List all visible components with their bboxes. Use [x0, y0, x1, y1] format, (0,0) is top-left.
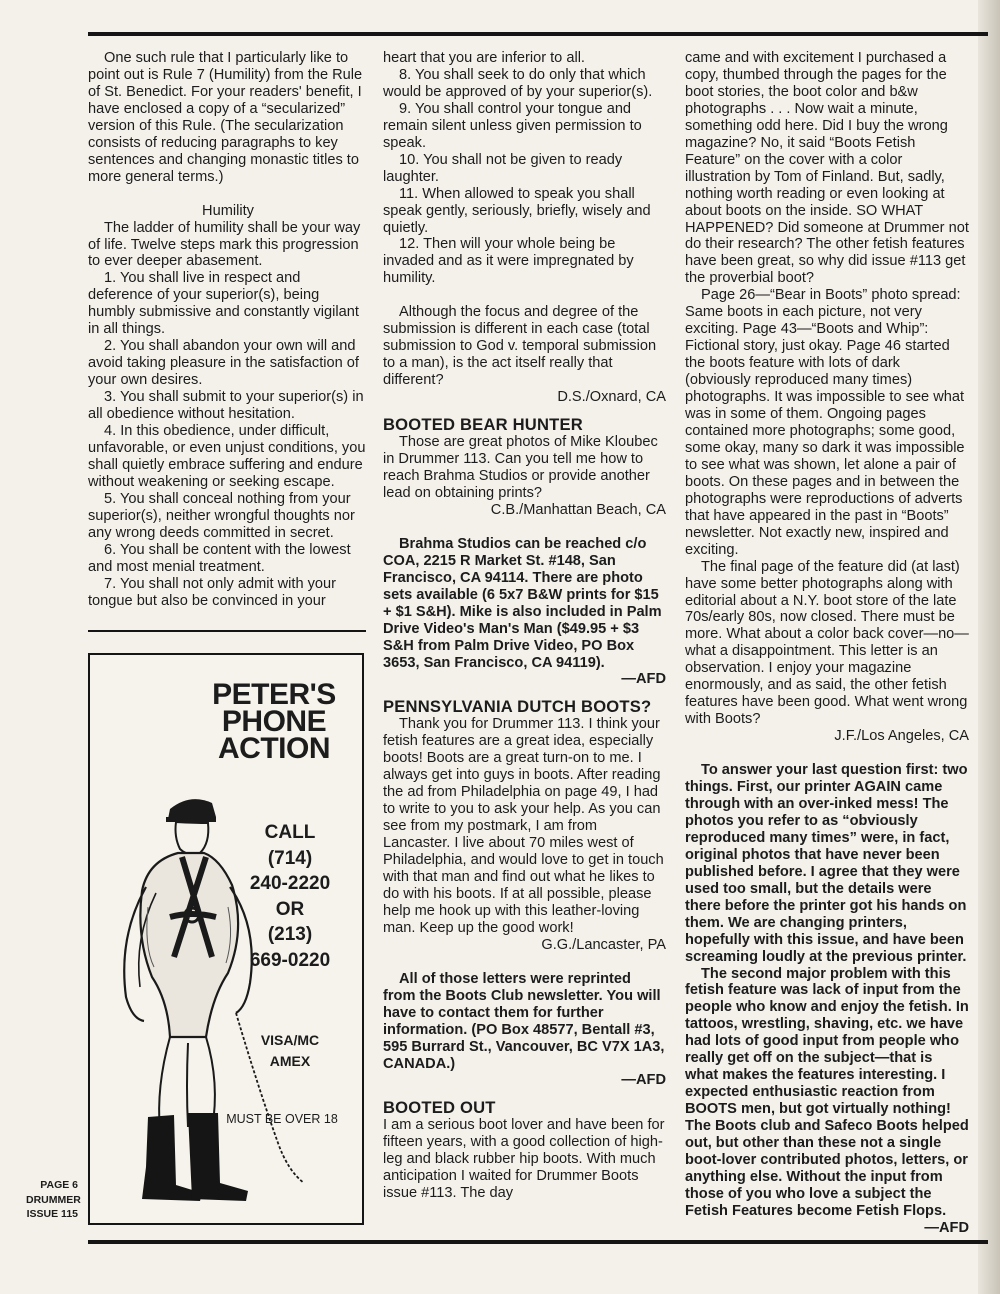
letter-body: The final page of the feature did (at last) have some better photographs along with editorial about a N.Y. boot store of the late 70s/early 80s, now closed. There must be more. What about a color back cover—no—what a disappointment. This letter is an observation. I enjoy your magazine enormously, and as said, the other fetish features have been good. What went wrong with Boots?: [685, 558, 969, 728]
rule-item: 8. You shall seek to do only that which would be approved of by your superior(s).: [383, 66, 653, 100]
letter-body: Those are great photos of Mike Kloubec in Drummer 113. Can you tell me how to reach Brahma Studios or provide another lead on obtaining prints?: [383, 434, 658, 501]
humility-title: Humility: [202, 202, 254, 219]
rule-continuation: heart that you are inferior to all.: [383, 50, 585, 66]
rule-item: 3. You shall submit to your superior(s) in all obedience without hesitation.: [88, 389, 364, 423]
editor-reply: The second major problem with this fetish feature was lack of input from the people who know and enjoy the fetish. In tattoos, wrestling, shaving, etc. we have had lots of good input from people who really get off on the subject—that is what makes the features interesting. I expected enthusiastic reaction from BOOTS men, but got virtually nothing! The Boots club and Safeco Boots helped out, but other than these not a single boot-lover contributed photos, letters, or anything else. Without the input from those of you who love a subject the Fetish Features become Fetish Flops.: [685, 965, 969, 1219]
signature: C.B./Manhattan Beach, CA: [490, 501, 666, 518]
letter-paragraph: One such rule that I particularly like to point out is Rule 7 (Humility) from the Rule of St. Benedict. For your readers' benefit, I have enclosed a copy of a “secularized” version of this Rule. (The secularization consists of reducing paragraphs to key sentences and changing monastic titles to more general terms.): [88, 50, 363, 185]
letter-body: came and with excitement I purchased a copy, thumbed through the pages for the boot stories, the boot color and b&w photographs . . . Now wait a minute, something odd here. Did I buy the wrong magazine? No, it said “Boots Fetish Feature” on the cover with a color illustration by Tom of Finland. But, sadly, nothing worth reading or even looking at about boots on the inside. SO WHAT HAPPENED? Did someone at Drummer not do their research? The other fetish features have been great, so why did issue #113 get the proverbial boot?: [685, 50, 969, 287]
letter-body: I am a serious boot lover and have been for fifteen years, with a good collection of high-leg and black rubber hip boots. With much anticipation I waited for Drummer Boots issue #113. The day: [383, 1117, 665, 1202]
humility-intro: The ladder of humility shall be your way of life. Twelve steps mark this progression to ever deeper abasement.: [88, 219, 361, 270]
phone-ad: [88, 653, 364, 1225]
column-1: [88, 50, 368, 610]
rule-item: 9. You shall control your tongue and remain silent unless given permission to speak.: [383, 100, 642, 151]
rule-item: 5. You shall conceal nothing from your superior(s), neither wrongful thoughts nor any wrong deeds committed in secret.: [88, 490, 355, 541]
editor-reply: All of those letters were reprinted from the Boots Club newsletter. You will have to contact them for further information. (PO Box 48577, Bentall #3, 595 Burrard St., Vancouver, BC V7X 1A3, CANADA.): [383, 970, 665, 1072]
letter-body: Thank you for Drummer 113. I think your fetish features are a great idea, especially boots! Boots are a great turn-on to me. I always get into guys in boots. After reading the ad from Philadelphia on page 49, I had to write to you to ask your help. As you can see from my postmark, I am from Lancaster. I live about 70 miles west of Philadelphia, and would love to get in touch with that man and find out what he likes to do with his boots. If at all possible, please help me hook up with this leather-loving man. Keep up the good work!: [383, 716, 664, 936]
bottom-rule: [88, 1240, 988, 1244]
editor-reply: Brahma Studios can be reached c/o COA, 2215 R Market St. #148, San Francisco, CA 94114. There are photo sets available (6 5x7 B&W prints for $15 + $1 S&H). Mike is also included in Palm Drive Video's Man's Man ($49.95 + $3 S&H from Palm Drive Video, PO Box 3653, San Francisco, CA 94119).: [383, 535, 662, 671]
page-folio: PAGE 6 DRUMMER ISSUE 115: [26, 1179, 81, 1220]
rule-item: 2. You shall abandon your own will and avoid taking pleasure in the satisfaction of your own desires.: [88, 338, 359, 389]
editor-signature: —AFD: [621, 671, 666, 688]
signature: D.S./Oxnard, CA: [557, 389, 666, 406]
ad-title: PETER'S PHONE ACTION: [212, 678, 336, 765]
column-1-bottom-rule: [88, 630, 366, 632]
rule-item: 10. You shall not be given to ready laughter.: [383, 151, 623, 185]
ad-payment: VISA/MC AMEX: [260, 1032, 320, 1069]
rule-item: 6. You shall be content with the lowest and most menial treatment.: [88, 541, 351, 575]
column-2: [383, 50, 666, 1202]
editor-reply: To answer your last question first: two things. First, our printer AGAIN came through with an over-inked mess! The photos you refer to as “obviously reproduced many times” were, in fact, original photos that have never been published before. I agree that they were used too small, but the details were there before the printer got his hands on them. We are changing printers, hopefully with this issue, and have been screaming loudly at the previous printer.: [685, 762, 968, 965]
rule-item: 4. In this obedience, under difficult, unfavorable, or even unjust conditions, you shall quietly embrace suffering and endure without weakening or seeking escape.: [88, 423, 366, 490]
letter-closing: Although the focus and degree of the submission is different in each case (total submission to God v. temporal submission to a man), is the act itself really that different?: [383, 304, 657, 389]
letter-body: Page 26—“Bear in Boots” photo spread: Same boots in each picture, not very exciting. Page 43—“Boots and Whip”: Fictional story, just okay. Page 46 started the boots feature with lots of dark (obviously reproduced many times) photographs. It was impossible to see what was in some of them. Ongoing pages contained more photographs; some good, some okay, many so dark it was impossible to see what was shown, let alone a pair of boots. On these pages and in between the photographs were reproductions of adverts that have appeared in the past in “Boots” newsletter. Not exactly new, inspired and exciting.: [685, 287, 965, 558]
rule-item: 12. Then will your whole being be invaded and as it were impregnated by humility.: [383, 236, 634, 287]
heading-pennsylvania-dutch-boots: PENNSYLVANIA DUTCH BOOTS?: [383, 697, 652, 717]
heading-booted-out: BOOTED OUT: [383, 1098, 496, 1118]
editor-signature: —AFD: [621, 1072, 666, 1089]
signature: J.F./Los Angeles, CA: [834, 728, 969, 745]
editor-signature: —AFD: [924, 1219, 969, 1236]
signature: G.G./Lancaster, PA: [541, 936, 666, 953]
heading-booted-bear-hunter: BOOTED BEAR HUNTER: [383, 415, 583, 435]
page-edge-shadow: [978, 0, 1000, 1294]
rule-item: 7. You shall not only admit with your tongue but also be convinced in your: [88, 575, 337, 609]
ad-phone-block: CALL (714) 240-2220 OR (213) 669-0220: [249, 822, 331, 971]
top-rule: [88, 32, 988, 36]
column-3: [685, 50, 969, 1237]
ad-age-notice: MUST BE OVER 18: [226, 1112, 338, 1126]
rule-item: 11. When allowed to speak you shall speak gently, seriously, briefly, wisely and quietly.: [383, 185, 651, 236]
rule-item: 1. You shall live in respect and deference of your superior(s), being humbly submissive and constantly vigilant in all things.: [88, 270, 359, 338]
